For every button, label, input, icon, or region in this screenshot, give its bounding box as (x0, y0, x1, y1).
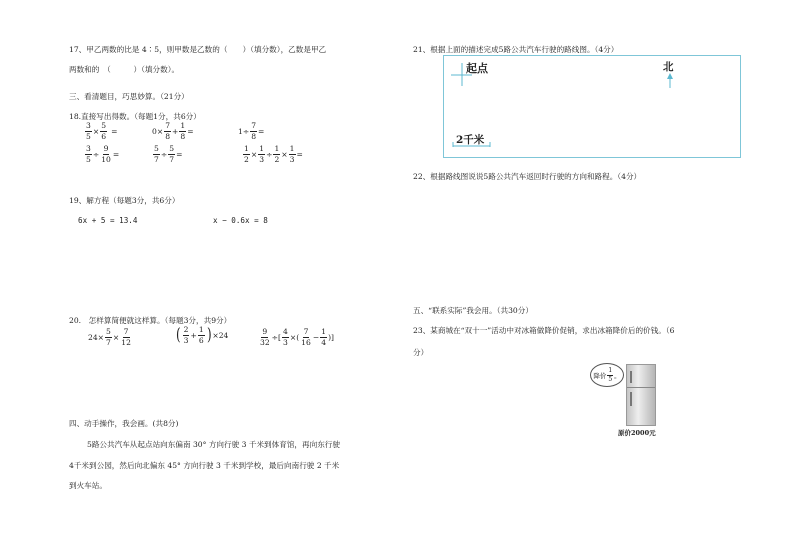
fridge-handle-bottom (630, 392, 632, 406)
route-map-svg (444, 56, 739, 156)
numerator: 1 (259, 144, 265, 153)
section-3-heading: 三、看清题目，巧思妙算。（21分） (69, 92, 189, 101)
denominator: 3 (259, 154, 265, 164)
section-4-heading: 四、动手操作，我会画。(共8分) (69, 419, 179, 428)
equals: = (111, 126, 118, 136)
numerator: 3 (86, 144, 91, 153)
denominator: 3 (183, 335, 189, 345)
denominator: 7 (169, 154, 175, 164)
denominator: 4 (321, 337, 327, 347)
numerator: 1 (198, 325, 204, 334)
equals: = (112, 149, 120, 159)
left-paren: ( (175, 324, 181, 345)
denominator: 12 (121, 337, 131, 347)
operator: × (112, 332, 120, 342)
denominator: 5 (86, 154, 91, 164)
numerator: 4 (283, 327, 288, 336)
q19-equation-1: 6x + 5 = 13.4 (78, 216, 138, 225)
numerator: 1 (289, 144, 295, 153)
numerator: 1 (608, 366, 613, 374)
numerator: 7 (251, 121, 257, 130)
numerator: 7 (303, 327, 309, 336)
discount-end: 。 (614, 371, 621, 380)
map-start-label: 起点 (466, 62, 488, 75)
q18-expr-5 (152, 145, 182, 163)
q17-line1: 17、甲乙两数的比是 4∶5，则甲数是乙数的（ ）（填分数），乙数是甲乙 (69, 45, 327, 54)
numerator: 7 (165, 121, 171, 130)
denominator: 2 (244, 154, 249, 164)
numerator: 1 (274, 144, 280, 153)
denominator: 16 (301, 337, 311, 347)
q17-line2: 两数和的 （ ）（填分数）。 (69, 65, 180, 74)
discount-speech-bubble (590, 363, 624, 387)
fridge-divider (627, 387, 655, 388)
q20-expr-2 (175, 326, 228, 344)
denominator: 7 (106, 337, 111, 347)
numerator: 1 (321, 327, 327, 336)
numerator: 5 (101, 121, 107, 130)
numerator: 3 (86, 121, 91, 130)
refrigerator-image (626, 364, 656, 426)
q23-line1: 23、某商城在“双十一”活动中对冰箱做降价促销，求出冰箱降价后的价钱。（6 (413, 326, 675, 335)
q18-expr-4 (84, 145, 119, 163)
operator: + (190, 330, 197, 340)
numerator: 9 (262, 327, 268, 336)
suffix: )] (328, 332, 334, 342)
original-price-label: 原价2000元 (618, 429, 656, 437)
denominator: 5 (608, 375, 613, 383)
denominator: 6 (101, 131, 107, 141)
q18-expr-2 (152, 122, 194, 140)
denominator: 32 (260, 337, 270, 347)
denominator: 8 (180, 131, 186, 141)
numerator: 1 (244, 144, 249, 153)
prefix: 0× (152, 126, 164, 136)
equals: = (258, 126, 265, 136)
operator: ×( (289, 332, 300, 342)
operator: × (250, 149, 258, 159)
operator: × (281, 149, 288, 159)
q18-title: 18.直接写出得数。（每题1分，共6分） (69, 112, 201, 121)
operator: + (172, 126, 179, 136)
q-route-para-1: 5路公共汽车从起点站向东偏南 30° 方向行驶 3 千米到体育馆，再向东行驶 (87, 440, 340, 449)
operator: ÷ (92, 149, 100, 159)
q22-text: 22、根据路线图说说5路公共汽车返回时行驶的方向和路程。（4分） (413, 172, 642, 181)
map-scale-label: 2千米 (456, 134, 485, 146)
numerator: 1 (180, 121, 186, 130)
numerator: 5 (106, 327, 111, 336)
denominator: 8 (251, 131, 257, 141)
right-paren: ) (206, 324, 212, 345)
fridge-handle-top (630, 371, 632, 383)
numerator: 7 (123, 327, 129, 336)
q19-title: 19、解方程（每题3分，共6分） (69, 196, 180, 205)
equals: = (187, 126, 194, 136)
denominator: 7 (154, 154, 159, 164)
q18-expr-3 (238, 122, 264, 140)
map-north-label: 北 (663, 61, 674, 73)
denominator: 8 (165, 131, 171, 141)
q-route-para-2: 4千米到公园，然后向北偏东 45° 方向行驶 3 千米到学校，最后向南行驶 2 千米 (69, 461, 340, 470)
prefix: 1÷ (238, 126, 250, 136)
denominator: 2 (274, 154, 280, 164)
q20-expr-1 (88, 328, 133, 346)
suffix: ×24 (212, 330, 229, 340)
operator: − (312, 332, 320, 342)
section-5-heading: 五、“联系实际”我会用。（共30分） (413, 306, 533, 315)
discount-text: 降价 (593, 371, 607, 380)
q20-title: 20. 怎样算简便就这样算。（每题3分，共9分） (69, 316, 232, 325)
q19-equation-2: x − 0.6x = 8 (213, 216, 268, 225)
numerator: 9 (103, 144, 109, 153)
q-route-para-3: 到火车站。 (69, 481, 107, 490)
denominator: 3 (289, 154, 295, 164)
prefix: 24× (88, 332, 105, 342)
equals: = (296, 149, 303, 159)
denominator: 6 (198, 335, 204, 345)
denominator: 10 (101, 154, 111, 164)
q18-expr-6 (242, 145, 303, 163)
denominator: 5 (86, 131, 91, 141)
operator: ÷ (266, 149, 273, 159)
operator: × (92, 126, 100, 136)
numerator: 2 (183, 325, 189, 334)
q20-expr-3 (258, 328, 334, 346)
numerator: 5 (169, 144, 175, 153)
q18-expr-1 (84, 122, 117, 140)
q23-line2: 分） (413, 348, 429, 357)
equals: = (176, 149, 183, 159)
operator: ÷ (160, 149, 168, 159)
q21-text: 21、根据上面的描述完成5路公共汽车行驶的路线图。（4分） (413, 45, 619, 54)
route-map-frame (443, 55, 741, 158)
operator: ÷[ (271, 332, 281, 342)
numerator: 5 (154, 144, 159, 153)
denominator: 3 (283, 337, 288, 347)
